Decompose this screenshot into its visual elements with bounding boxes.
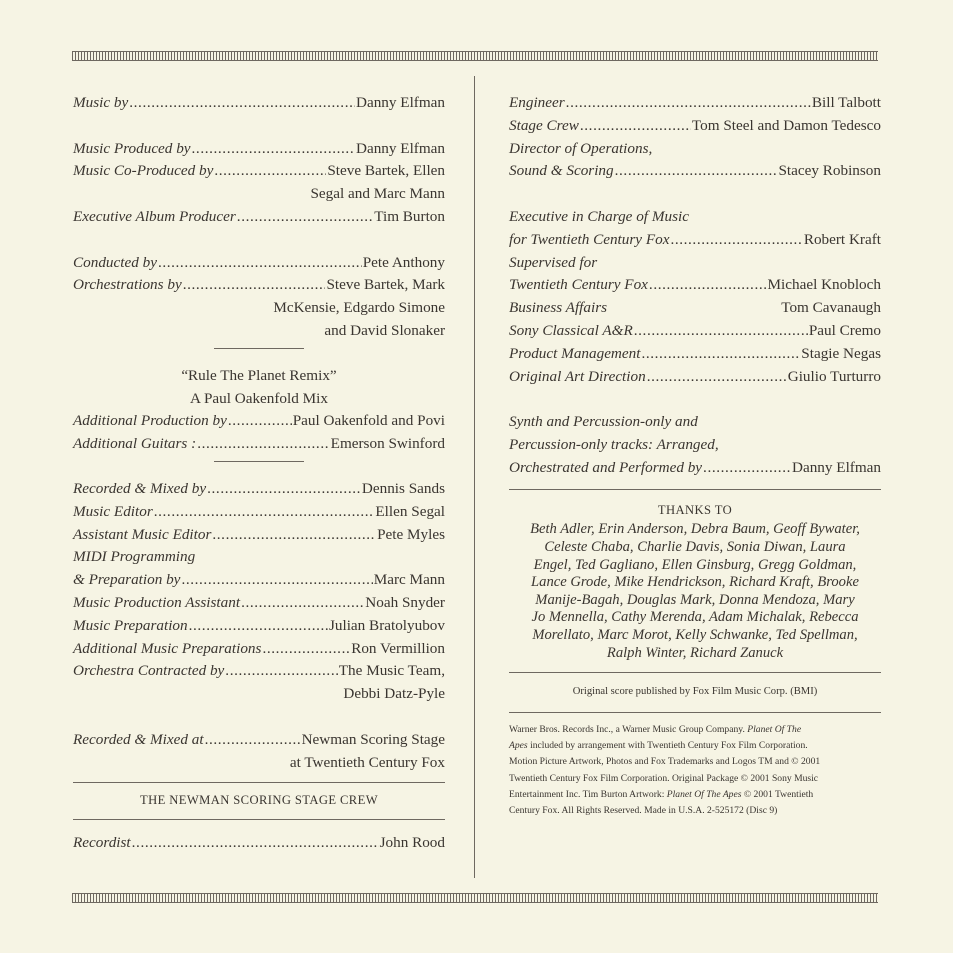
credit-music-produced-by [73,138,445,161]
credit-role: Synth and Percussion-only and [509,413,698,431]
credit-name: Julian Bratolyubov [328,616,445,634]
section-rule [214,461,304,462]
credit-name: Robert Kraft [803,230,881,248]
credit-name: Tim Burton [374,207,445,225]
credit-name: Emerson Swinford [330,435,445,453]
section-rule [509,712,881,713]
credit-role: Music Production Assistant [73,593,241,611]
leader-dots [615,160,778,183]
section-rule [73,819,445,820]
credit-role: Music Preparation [73,616,188,634]
leader-dots [670,229,802,252]
credit-role: MIDI Programming [73,548,196,566]
credit-music-preparation [73,615,445,638]
credit-business-affairs [509,297,881,320]
credit-role: Original Art Direction [509,367,646,385]
credit-role: for Twentieth Century Fox [509,230,670,248]
credit-additional-music-preparations [73,638,445,661]
leader-dots [634,320,808,343]
credit-name-continuation: Segal and Marc Mann [310,185,445,203]
credit-role: Assistant Music Editor [73,525,212,543]
credit-role: Recorded & Mixed by [73,479,207,497]
credit-original-art-direction [509,366,881,389]
credit-name: Pete Anthony [362,253,445,271]
credit-recorded-mixed-at [73,729,445,752]
thanks-line: Morellato, Marc Morot, Kelly Schwanke, Ted Spellman, [532,626,858,643]
top-decorative-band [72,51,878,61]
credit-role: Music Editor [73,502,153,520]
credit-role: Engineer [509,94,565,111]
credit-name: Michael Knobloch [767,276,881,294]
credit-name: Tom Steel and Damon Tedesco [691,116,881,134]
leader-dots [262,638,350,661]
credit-conducted-by [73,252,445,275]
credit-role: Executive Album Producer [73,207,236,225]
leader-dots [212,524,376,547]
thanks-line: Jo Mennella, Cathy Merenda, Adam Michalak, Rebecca [531,609,859,626]
leader-dots [641,343,800,366]
credit-recordist [73,832,445,855]
credit-sony-classical-ar [509,320,881,343]
remix-title: “Rule The Planet Remix” [181,366,337,384]
credit-music-coproduced-by [73,160,445,183]
column-divider [474,76,475,878]
credit-role: Additional Music Preparations [73,639,262,657]
leader-dots [181,569,372,592]
section-rule [73,782,445,783]
credit-name: Dennis Sands [361,479,445,497]
leader-dots [566,92,811,115]
credit-name-continuation: Debbi Datz-Pyle [343,685,445,703]
credit-orchestra-contracted-by [73,660,445,683]
leader-dots [228,410,292,433]
credit-assistant-music-editor [73,524,445,547]
thanks-line: Celeste Chaba, Charlie Davis, Sonia Diwan, Laura [544,538,846,555]
leader-dots [154,501,375,524]
credit-name: Danny Elfman [792,458,881,476]
credit-name: Stagie Negas [801,344,881,362]
credit-engineer [509,92,881,115]
legal-notice: Warner Bros. Records Inc., a Warner Music Group Company. Planet Of The Apes included by arrangement with Twentieth Century Fox Film Corporation. Motion Picture Artwork, Photos and Fox Trademarks and Logos TM and © 2001 Twentieth Century Fox Film Corporation. Original Package © 2001 Sony Music Entertainment Inc. Tim Burton Artwork: Planet Of The Apes © 2001 Twentieth Century Fox. All Rights Reserved. Made in U.S.A. 2-525172 (Disc 9) [509,723,821,816]
credit-role: Twentieth Century Fox [509,276,648,294]
credit-music-production-assistant [73,592,445,615]
credit-role: Additional Guitars : [73,435,197,453]
leader-dots [647,366,787,389]
right-credits-column [509,92,881,819]
leader-dots [207,478,361,501]
credit-name-continuation: McKensie, Edgardo Simone [273,299,445,317]
credit-role: Executive in Charge of Music [509,207,689,225]
credit-role: Sound & Scoring [509,162,614,180]
leader-dots [205,729,301,752]
credit-role: Conducted by [73,253,157,271]
credit-role: Recordist [73,834,131,852]
credit-role: Percussion-only tracks: Arranged, [509,435,719,453]
credit-name: John Rood [379,834,445,852]
thanks-line: Lance Grode, Mike Hendrickson, Richard Kraft, Brooke [531,574,859,591]
credit-midi-programming [73,569,445,592]
credit-name: Danny Elfman [356,94,445,111]
credit-name: Pete Myles [377,525,445,543]
credit-role: Music Produced by [73,139,191,157]
credit-name: Newman Scoring Stage [301,730,445,748]
credit-name: Marc Mann [373,571,445,589]
credit-role: Recorded & Mixed at [73,730,204,748]
thanks-heading: THANKS TO [657,502,733,517]
credit-role: Product Management [509,344,641,362]
thanks-line: Beth Adler, Erin Anderson, Debra Baum, Geoff Bywater, [530,521,860,538]
credit-name: Steve Bartek, Mark [326,276,445,294]
leader-dots [192,138,355,161]
section-rule [509,489,881,490]
credit-music-by [73,92,445,115]
thanks-line: Engel, Ted Gagliano, Ellen Ginsburg, Gregg Goldman, [533,556,857,573]
credit-additional-production [73,410,445,433]
credit-name: Noah Snyder [365,593,445,611]
credit-recorded-mixed-by [73,478,445,501]
credit-name: Bill Talbott [811,94,881,111]
credit-name: The Music Team, [338,662,445,680]
credit-role: Sony Classical A&R [509,321,633,339]
thanks-list [509,521,881,662]
credit-supervised-for [509,274,881,297]
credit-role: & Preparation by [73,571,181,589]
leader-dots [129,92,355,115]
credit-role: Business Affairs [509,299,608,317]
credit-name: Ron Vermillion [351,639,445,657]
leader-dots [189,615,328,638]
credit-role: Additional Production by [73,412,227,430]
credit-stage-crew [509,115,881,138]
credit-name: Steve Bartek, Ellen [327,162,445,180]
left-credits-column [73,92,445,855]
credit-music-editor [73,501,445,524]
credit-role: Music Co-Produced by [73,162,214,180]
credit-name: Giulio Turturro [787,367,881,385]
credit-name: Paul Cremo [808,321,881,339]
leader-dots [580,115,691,138]
bottom-decorative-band [72,893,878,903]
credit-executive-in-charge [509,229,881,252]
section-rule [214,348,304,349]
leader-dots [183,274,326,297]
section-rule [509,672,881,673]
credit-additional-guitars [73,433,445,456]
credit-name: Tom Cavanaugh [781,299,881,317]
publisher-note: Original score published by Fox Film Music Corp. (BMI) [572,686,818,698]
credit-synth-percussion [509,457,881,480]
credit-name: Stacey Robinson [778,162,881,180]
leader-dots [197,433,329,456]
credit-product-management [509,343,881,366]
credit-role: Supervised for [509,253,598,271]
credit-role: Orchestrated and Performed by [509,458,703,476]
leader-dots [214,160,326,183]
credit-director-of-operations [509,160,881,183]
credit-orchestrations-by [73,274,445,297]
credit-role: Orchestrations by [73,276,182,294]
remix-subtitle: A Paul Oakenfold Mix [190,389,328,407]
leader-dots [703,457,791,480]
credit-role: Stage Crew [509,116,579,134]
credit-role: Orchestra Contracted by [73,662,225,680]
leader-dots [132,832,379,855]
crew-heading: THE NEWMAN SCORING STAGE CREW [140,793,378,808]
credit-name: Paul Oakenfold and Povi [292,412,445,430]
leader-dots [225,660,337,683]
credit-role: Director of Operations, [509,139,653,157]
credit-name-continuation: at Twentieth Century Fox [289,753,445,771]
credit-role: Music by [73,94,129,111]
thanks-line: Manije-Bagah, Douglas Mark, Donna Mendoza, Mary [535,591,855,608]
credit-name: Ellen Segal [375,502,445,520]
credit-name: Danny Elfman [356,139,445,157]
leader-dots [237,206,373,229]
leader-dots [158,252,362,275]
leader-dots [649,274,767,297]
credit-name-continuation: and David Slonaker [324,321,445,339]
credit-executive-album-producer [73,206,445,229]
leader-dots [241,592,364,615]
thanks-line: Ralph Winter, Richard Zanuck [606,644,784,661]
